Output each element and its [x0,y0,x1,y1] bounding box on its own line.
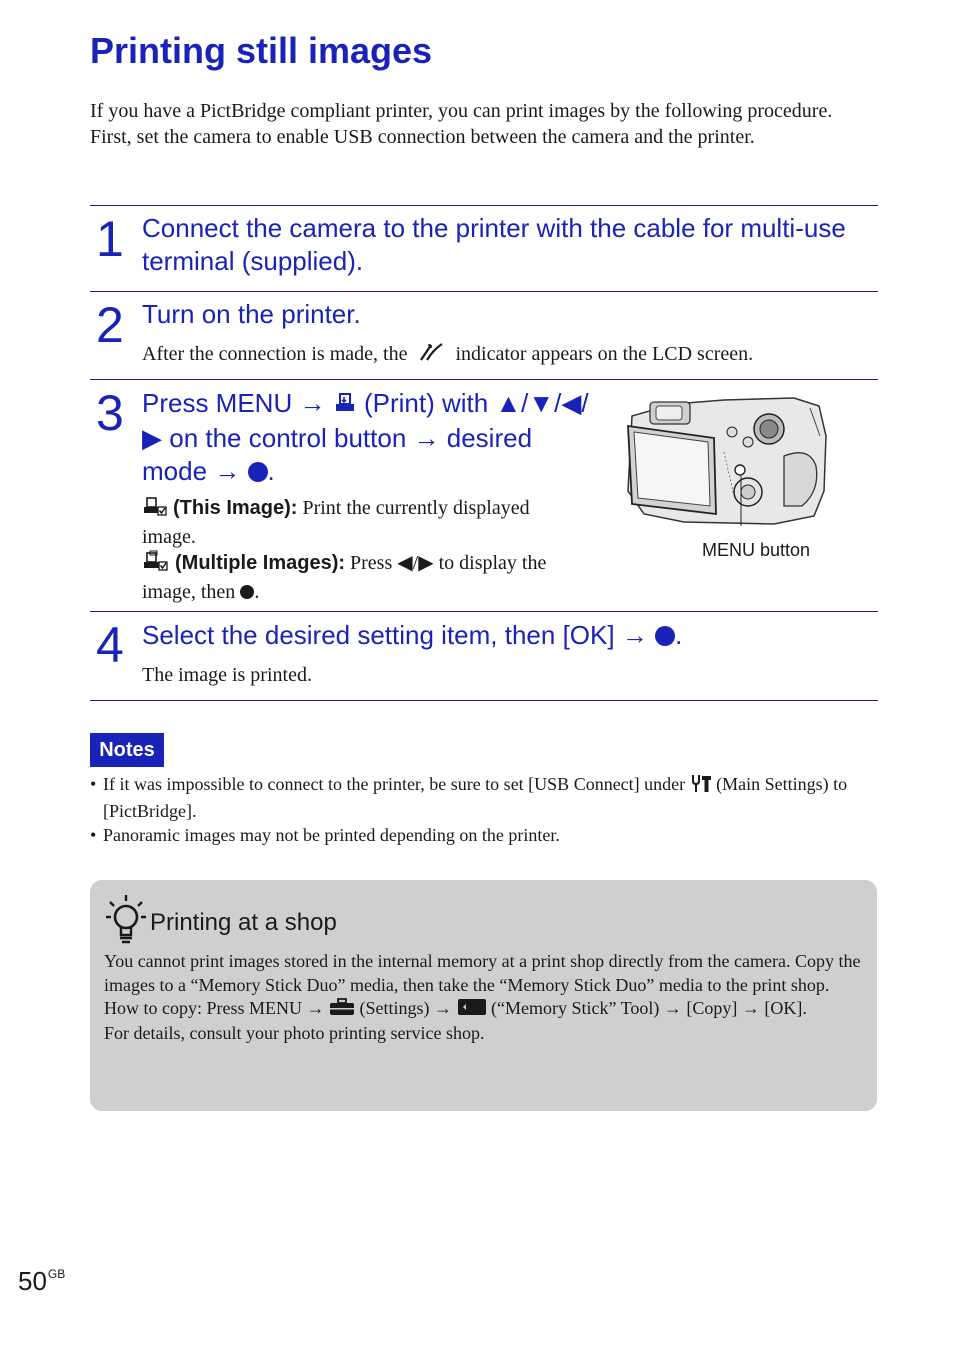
arrow-right-icon: → [741,998,760,1018]
step-4-number: 4 [96,617,124,673]
divider [90,700,878,701]
down-triangle-icon: ▼ [528,388,555,418]
step-1-number: 1 [96,211,124,267]
arrow-right-icon: → [306,998,325,1018]
option-multiple-images-label: (Multiple Images): [175,552,346,575]
step-4-heading [142,619,862,652]
page-number [18,1266,65,1297]
tip-howto-text: How to copy: Press MENU [104,998,302,1018]
divider [90,291,878,292]
step-3-heading-text: on the control button [169,422,407,453]
step-3-heading-sep: / [521,388,529,418]
up-triangle-icon: ▲ [495,388,522,418]
tip-body [104,950,864,1046]
option-this-image-label: (This Image): [173,497,298,520]
step-3-options [142,495,572,605]
memory-stick-tool-icon [457,998,487,1023]
note-text: (Main Settings) to [PictBridge]. [103,774,848,821]
hint-lightbulb-icon [104,893,150,945]
main-settings-icon [690,773,712,799]
step-1-heading: Connect the camera to the printer with the cable for multi-use terminal (supplied). [142,213,846,276]
left-triangle-icon: ◀ [561,388,582,418]
divider [90,379,878,380]
print-multiple-images-icon [142,550,170,579]
step-2-body-text: After the connection is made, the [142,343,408,366]
notes-badge: Notes [90,733,164,767]
left-triangle-icon: ◀ [397,552,413,575]
arrow-right-icon: → [413,422,440,453]
intro-line-2: First, set the camera to enable USB connection between the camera and the printer. [90,126,755,148]
step-3-number: 3 [96,385,124,441]
tip-paragraph: You cannot print images stored in the internal memory at a print shop directly from the camera. Copy the images to a “Memory Stick Duo” media, then take the “Memory Stick Duo” media to the print shop. [104,951,861,995]
menu-button-caption: MENU button [702,540,811,560]
option-multiple-images-text: Press [350,552,393,575]
divider [90,611,878,612]
arrow-right-icon: → [621,620,648,650]
step-3-heading-text: desired mode [142,422,533,486]
tip-howto-text: [OK]. [764,998,807,1018]
tip-howto-text: (Settings) [359,998,430,1018]
list-item: • Panoramic images may not be printed depending on the printer. [90,823,870,847]
print-icon [333,389,357,422]
arrow-right-icon: → [663,998,682,1018]
page-title: Printing still images [90,30,433,71]
note-text: If it was impossible to connect to the printer, be sure to set [USB Connect] under [103,774,686,794]
right-triangle-icon: ▶ [142,422,162,453]
step-3-heading-sep: / [581,388,589,418]
page-number-suffix: GB [47,1267,66,1281]
arrow-right-icon: → [299,388,326,418]
option-this-image-text: Print the currently displayed image. [142,497,530,548]
intro-text [90,98,860,150]
option-multiple-images-sep: / [412,552,419,575]
list-item [90,772,870,823]
step-3-heading-text: Press MENU [142,388,293,418]
tip-howto-text: [Copy] [686,998,738,1018]
arrow-right-icon: → [214,455,241,486]
print-this-image-icon [142,495,168,524]
option-multiple-images-text: to display the image, then [142,552,547,603]
settings-toolbox-icon [329,998,355,1023]
step-3-heading-text: (Print) with [363,388,489,418]
step-4-heading-text: Select the desired setting item, then [OK] [142,620,615,650]
step-2-body [142,341,862,370]
option-this-image [142,495,572,550]
notes-list [90,772,870,847]
intro-line-1: If you have a PictBridge compliant printer, you can print images by the following procedure. [90,100,833,122]
step-2-body-text-end: indicator appears on the LCD screen. [455,343,754,366]
step-4-body: The image is printed. [142,664,312,686]
step-3-heading [142,387,592,488]
pictbridge-icon [418,341,444,370]
camera-illustration [624,396,828,526]
step-2-heading: Turn on the printer. [142,299,361,329]
option-multiple-images-end: . [254,581,260,603]
tip-howto-text: (“Memory Stick” Tool) [491,998,660,1018]
tip-howto [104,997,864,1022]
arrow-right-icon: → [434,998,452,1018]
right-triangle-icon: ▶ [418,552,434,575]
center-button-icon [248,462,268,482]
divider [90,205,878,206]
tip-paragraph: For details, consult your photo printing service shop. [104,1023,485,1044]
tip-title: Printing at a shop [150,909,337,936]
option-multiple-images [142,550,572,605]
page-number-value: 50 [18,1266,47,1296]
center-button-icon [240,585,254,599]
step-3-heading-end: . [267,455,275,486]
step-2-number: 2 [96,297,124,353]
center-button-icon [655,626,675,646]
step-3-heading-sep: / [554,388,562,418]
step-4-heading-end: . [675,620,683,650]
